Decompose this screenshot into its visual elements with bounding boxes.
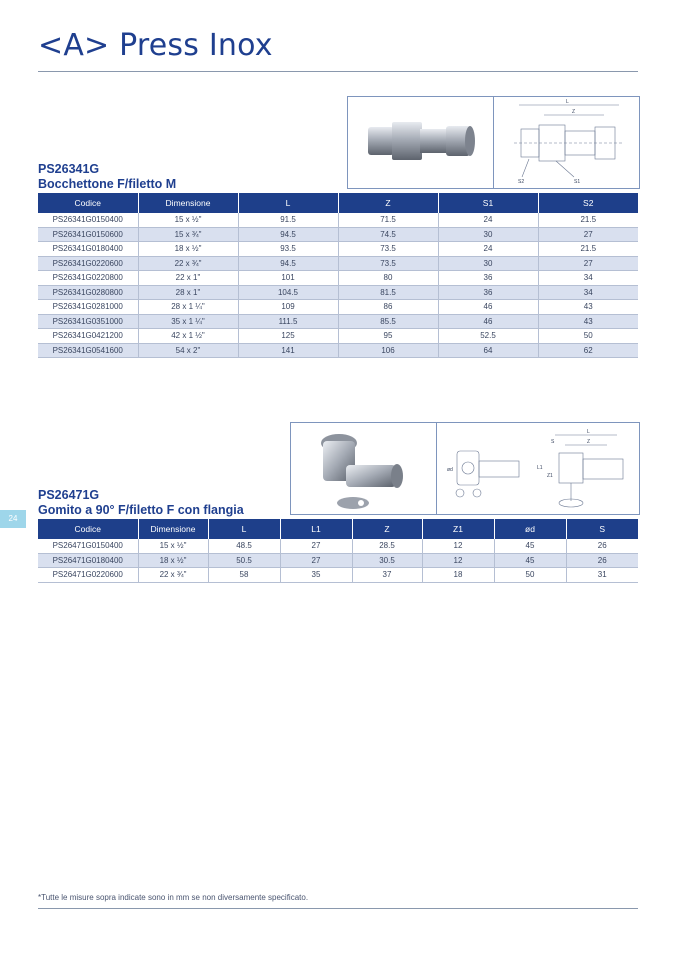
table-row (38, 300, 638, 315)
column-header: Codice (38, 193, 138, 213)
table-cell: 46 (438, 300, 538, 315)
table-cell: 18 (422, 568, 494, 583)
column-header: Dimensione (138, 519, 208, 539)
table-cell: 34 (538, 285, 638, 300)
table-cell: 15 x ½" (138, 539, 208, 553)
page-title: <A> Press Inox (38, 28, 273, 63)
table-row (38, 271, 638, 286)
product-code: PS26471G (38, 488, 100, 502)
table-cell: 27 (280, 553, 352, 568)
table-cell: 30 (438, 256, 538, 271)
table-cell: 22 x ¾" (138, 256, 238, 271)
table-header-row (38, 193, 638, 213)
gomito-photo-illustration (291, 423, 436, 514)
table-cell: 35 x 1 ¼" (138, 314, 238, 329)
table-cell: 12 (422, 553, 494, 568)
spec-table-ps26341g (38, 193, 638, 358)
product-name: Gomito a 90° F/filetto F con flangia (38, 503, 244, 517)
table-cell: 58 (208, 568, 280, 583)
table-cell: 36 (438, 285, 538, 300)
table-cell: 80 (338, 271, 438, 286)
table-cell: 34 (538, 271, 638, 286)
table-cell: 28 x 1" (138, 285, 238, 300)
table-cell: PS26471G0150400 (38, 539, 138, 553)
product-code: PS26341G (38, 162, 100, 176)
dim-label-Z: Z (572, 109, 576, 115)
table-cell: 26 (566, 553, 638, 568)
table-cell: 15 x ½" (138, 213, 238, 227)
table-cell: PS26341G0150600 (38, 227, 138, 242)
technical-drawing-gomito (436, 422, 640, 515)
dim-label-L: L (587, 429, 590, 435)
table-cell: PS26341G0220800 (38, 271, 138, 286)
table-cell: PS26471G0180400 (38, 553, 138, 568)
table-cell: 35 (280, 568, 352, 583)
table-cell: 28 x 1 ¼" (138, 300, 238, 315)
table-row (38, 314, 638, 329)
column-header: Z (338, 193, 438, 213)
table-cell: 30 (438, 227, 538, 242)
table-cell: 73.5 (338, 242, 438, 257)
table-cell: 27 (538, 227, 638, 242)
table-row (38, 213, 638, 227)
table-cell: PS26341G0280800 (38, 285, 138, 300)
table-cell: 111.5 (238, 314, 338, 329)
table-cell: 30.5 (352, 553, 422, 568)
table-cell: 95 (338, 329, 438, 344)
table-cell: 141 (238, 343, 338, 358)
table-cell: 52.5 (438, 329, 538, 344)
table-cell: 21.5 (538, 242, 638, 257)
table-cell: 91.5 (238, 213, 338, 227)
table-cell: PS26341G0220600 (38, 256, 138, 271)
table-cell: 54 x 2" (138, 343, 238, 358)
table-cell: 109 (238, 300, 338, 315)
footnote: *Tutte le misure sopra indicate sono in mm se non diversamente specificato. (38, 893, 309, 902)
table-row (38, 227, 638, 242)
table-cell: 86 (338, 300, 438, 315)
spec-table-ps26471g (38, 519, 638, 583)
table-cell: 36 (438, 271, 538, 286)
table-cell: 104.5 (238, 285, 338, 300)
product-photo-gomito (290, 422, 437, 515)
table-cell: 50.5 (208, 553, 280, 568)
table-cell: 93.5 (238, 242, 338, 257)
table-cell: PS26341G0541600 (38, 343, 138, 358)
dim-label-S1: S1 (574, 179, 581, 185)
column-header: S1 (438, 193, 538, 213)
table-cell: 71.5 (338, 213, 438, 227)
dim-label-S2: S2 (518, 179, 525, 185)
title-divider (38, 71, 638, 72)
table-cell: 24 (438, 242, 538, 257)
table-row (38, 329, 638, 344)
table-cell: 81.5 (338, 285, 438, 300)
table-cell: 106 (338, 343, 438, 358)
table-cell: 50 (494, 568, 566, 583)
table-cell: 74.5 (338, 227, 438, 242)
table-cell: 42 x 1 ½" (138, 329, 238, 344)
table-cell: 94.5 (238, 256, 338, 271)
dim-label-L: L (566, 99, 569, 105)
product-name: Bocchettone F/filetto M (38, 177, 177, 191)
table-cell: 24 (438, 213, 538, 227)
table-row (38, 285, 638, 300)
table-cell: 22 x ¾" (138, 568, 208, 583)
table-row (38, 539, 638, 553)
page-number-tab: 24 (0, 510, 26, 528)
table-cell: 22 x 1" (138, 271, 238, 286)
table-cell: 64 (438, 343, 538, 358)
table-cell: 48.5 (208, 539, 280, 553)
table-cell: 21.5 (538, 213, 638, 227)
table-row (38, 242, 638, 257)
table-cell: 37 (352, 568, 422, 583)
table-cell: 12 (422, 539, 494, 553)
table-cell: 27 (538, 256, 638, 271)
table-cell: 50 (538, 329, 638, 344)
table-cell: 45 (494, 553, 566, 568)
column-header: S (566, 519, 638, 539)
product-photo-bocchettone (347, 96, 494, 189)
column-header: Codice (38, 519, 138, 539)
dim-label-Z: Z (587, 439, 591, 445)
column-header: S2 (538, 193, 638, 213)
table-cell: 101 (238, 271, 338, 286)
column-header: Dimensione (138, 193, 238, 213)
table-cell: 43 (538, 314, 638, 329)
table-cell: 45 (494, 539, 566, 553)
bocchettone-drawing (494, 97, 639, 188)
column-header: ød (494, 519, 566, 539)
table-cell: 31 (566, 568, 638, 583)
table-cell: 26 (566, 539, 638, 553)
column-header: Z1 (422, 519, 494, 539)
table-cell: PS26341G0281000 (38, 300, 138, 315)
dim-label-od: ød (447, 467, 453, 473)
gomito-drawing (437, 423, 639, 514)
table-cell: PS26471G0220600 (38, 568, 138, 583)
bocchettone-photo-illustration (348, 97, 493, 188)
table-header-row (38, 519, 638, 539)
table-row (38, 568, 638, 583)
table-cell: PS26341G0351000 (38, 314, 138, 329)
table-cell: 43 (538, 300, 638, 315)
footer-divider (38, 908, 638, 909)
column-header: Z (352, 519, 422, 539)
column-header: L (238, 193, 338, 213)
table-cell: 73.5 (338, 256, 438, 271)
table-cell: PS26341G0421200 (38, 329, 138, 344)
table-cell: PS26341G0150400 (38, 213, 138, 227)
table-cell: 46 (438, 314, 538, 329)
table-row (38, 553, 638, 568)
table-cell: 94.5 (238, 227, 338, 242)
table-cell: 15 x ¾" (138, 227, 238, 242)
table-cell: PS26341G0180400 (38, 242, 138, 257)
table-cell: 27 (280, 539, 352, 553)
table-row (38, 343, 638, 358)
dim-label-S: S (551, 439, 555, 445)
technical-drawing-bocchettone (493, 96, 640, 189)
table-cell: 18 x ½" (138, 553, 208, 568)
dim-label-Z1: Z1 (547, 473, 553, 479)
table-cell: 85.5 (338, 314, 438, 329)
table-row (38, 256, 638, 271)
table-cell: 18 x ½" (138, 242, 238, 257)
table-cell: 125 (238, 329, 338, 344)
table-cell: 28.5 (352, 539, 422, 553)
column-header: L (208, 519, 280, 539)
column-header: L1 (280, 519, 352, 539)
dim-label-L1: L1 (537, 465, 543, 471)
table-cell: 62 (538, 343, 638, 358)
